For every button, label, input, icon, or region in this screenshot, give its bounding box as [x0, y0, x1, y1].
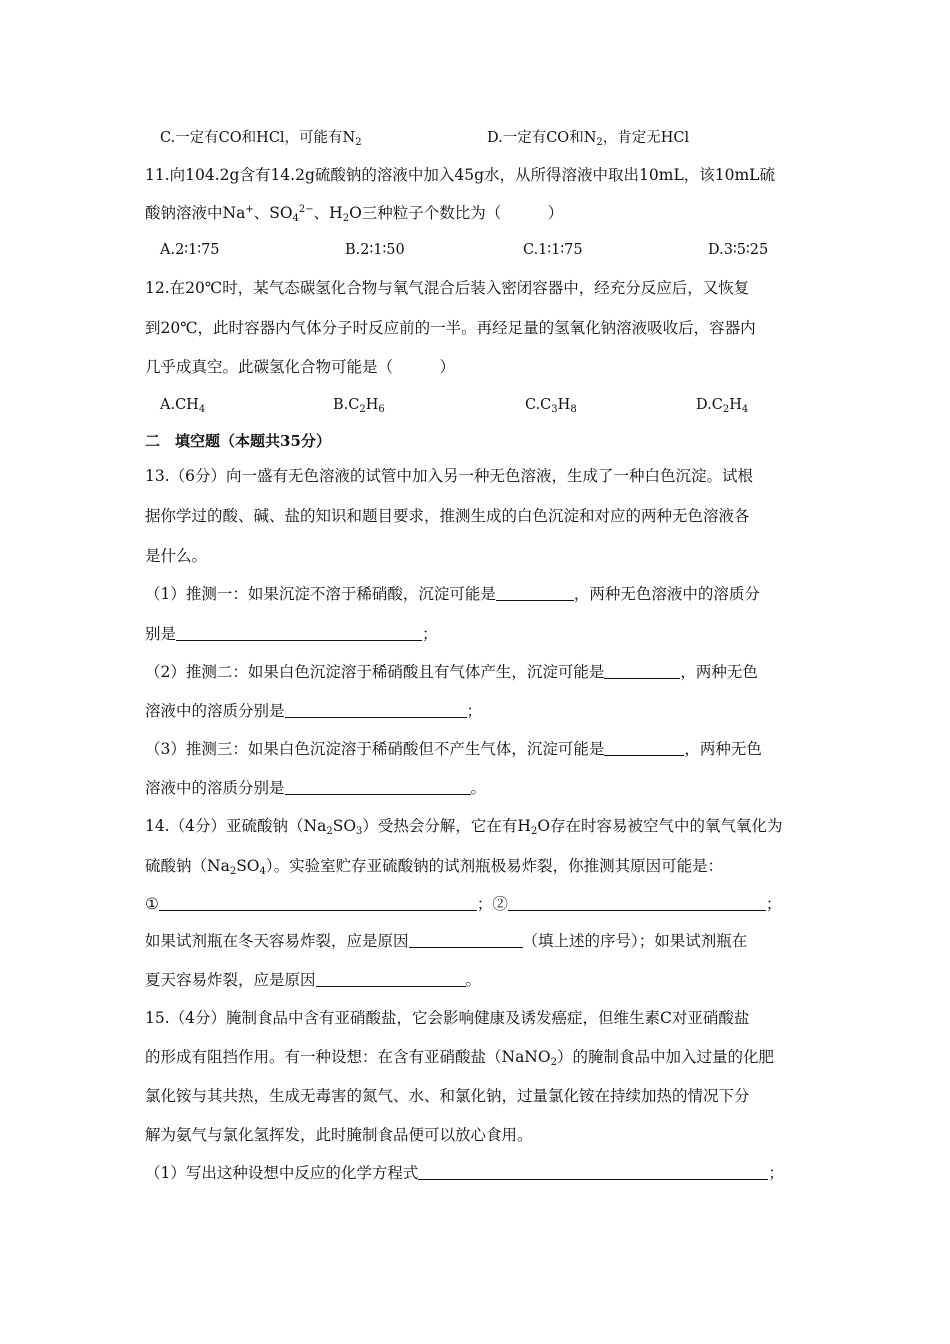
answer-blank[interactable]	[316, 971, 466, 987]
text: B.C	[333, 397, 360, 413]
text: SO	[332, 817, 357, 835]
subscript: 6	[378, 404, 385, 415]
q12-option-b	[333, 395, 385, 415]
answer-blank[interactable]	[176, 625, 422, 641]
text: 。	[465, 971, 482, 989]
q13-part-3	[145, 739, 762, 759]
text: ，两种无色	[680, 663, 758, 681]
text: 如果试剂瓶在冬天容易炸裂，应是原因	[145, 932, 409, 950]
text: O三种粒子个数比为（ ）	[349, 204, 564, 222]
q11-option-d: D.3∶5∶25	[708, 242, 769, 258]
q14-line-3	[145, 894, 781, 914]
answer-blank[interactable]	[285, 779, 471, 795]
q13-line-2: 据你学过的酸、碱、盐的知识和题目要求，推测生成的白色沉淀和对应的两种无色溶液各	[145, 507, 750, 525]
answer-blank[interactable]	[604, 740, 684, 756]
q12-option-d	[696, 395, 748, 415]
q14-line-1	[145, 816, 783, 836]
answer-blank[interactable]	[418, 1164, 768, 1180]
q10-option-d	[487, 128, 689, 148]
answer-blank[interactable]	[285, 702, 467, 718]
text: （1）推测一：如果沉淀不溶于稀硝酸，沉淀可能是	[145, 585, 496, 603]
subscript: 2	[326, 826, 333, 837]
text: 硫酸钠（Na	[145, 857, 230, 875]
text: ）受热会分解，它在有H	[362, 817, 531, 835]
text: （3）推测三：如果白色沉淀溶于稀硝酸但不产生气体，沉淀可能是	[145, 740, 605, 758]
text: ）的腌制食品中加入过量的化肥	[556, 1048, 774, 1066]
q13-line-3: 是什么。	[145, 547, 208, 565]
text: C.C	[525, 397, 552, 413]
subscript: 3	[356, 826, 363, 837]
text: 。	[470, 779, 487, 797]
text: 、H	[313, 204, 343, 222]
subscript: 4	[292, 213, 299, 224]
text: ；②	[476, 895, 508, 913]
q12-option-a	[160, 395, 205, 415]
q12-line-1: 12.在20℃时，某气态碳氢化合物与氧气混合后装入密闭容器中，经充分反应后，又恢复	[145, 279, 750, 297]
q15-line-3: 氯化铵与其共热，生成无毒害的氮气、水、和氯化钠，过量氯化铵在持续加热的情况下分	[145, 1087, 750, 1105]
q10-option-c	[160, 128, 362, 148]
text: ，两种无色	[684, 740, 762, 758]
answer-blank[interactable]	[508, 895, 766, 911]
q11-line-1: 11.向104.2g含有14.2g硫酸钠的溶液中加入45g水，从所得溶液中取出10mL，该10mL硫	[145, 166, 775, 184]
q11-line-2	[145, 203, 563, 223]
text: O存在时容易被空气中的氧气氧化为	[537, 817, 783, 835]
text: ；	[765, 895, 782, 913]
text: （1）写出这种设想中反应的化学方程式	[145, 1164, 419, 1182]
text: ；	[768, 1164, 784, 1182]
subscript: 8	[570, 404, 577, 415]
q13-part-3-cont	[145, 778, 486, 798]
subscript: 2	[359, 404, 366, 415]
text: 酸钠溶液中Na	[145, 204, 246, 222]
text: ；	[466, 702, 483, 720]
answer-blank[interactable]	[409, 932, 523, 948]
text: （2）推测二：如果白色沉淀溶于稀硝酸且有气体产生，沉淀可能是	[145, 663, 605, 681]
q13-part-1-cont	[145, 624, 438, 644]
q11-option-a: A.2∶1∶75	[160, 242, 220, 258]
text: SO	[236, 857, 260, 875]
subscript: 4	[741, 404, 749, 415]
text: 的形成有阻挡作用。有一种设想：在含有亚硝酸盐（NaNO	[145, 1048, 551, 1066]
section-heading: 二 填空题（本题共35分）	[145, 432, 331, 450]
answer-blank[interactable]	[159, 895, 477, 911]
q10-option-c-text: C.一定有CO和HCl，可能有N	[160, 130, 356, 146]
text: D.C	[696, 397, 723, 413]
text: H	[557, 397, 571, 413]
subscript: 4	[259, 866, 266, 877]
subscript: 2	[530, 826, 538, 837]
superscript: 2−	[298, 204, 314, 215]
subscript: 2	[342, 213, 350, 224]
answer-blank[interactable]	[604, 663, 680, 679]
q14-line-4	[145, 931, 747, 951]
q13-line-1: 13.（6分）向一盛有无色溶液的试管中加入另一种无色溶液，生成了一种白色沉淀。试根	[145, 467, 754, 485]
q15-line-1: 15.（4分）腌制食品中含有亚硝酸盐，它会影响健康及诱发癌症，但维生素C对亚硝酸盐	[145, 1009, 750, 1027]
answer-blank[interactable]	[496, 585, 574, 601]
q13-part-2	[145, 662, 758, 682]
subscript: 2	[596, 137, 603, 148]
subscript: 3	[551, 404, 558, 415]
subscript: 2	[355, 137, 362, 148]
q15-line-4: 解为氨气与氯化氢挥发，此时腌制食品便可以放心食用。	[145, 1126, 533, 1144]
superscript: +	[245, 204, 254, 215]
q10-option-d-text: D.一定有CO和N	[487, 130, 597, 146]
text: ；	[422, 625, 438, 643]
q12-option-c	[525, 395, 577, 415]
subscript: 2	[229, 866, 237, 877]
text: A.CH	[160, 397, 199, 413]
q14-line-2	[145, 856, 723, 876]
text: 夏天容易炸裂，应是原因	[145, 971, 316, 989]
q13-part-1	[145, 584, 760, 604]
text: 14.（4分）亚硫酸钠（Na	[145, 817, 327, 835]
q11-option-c: C.1∶1∶75	[523, 242, 583, 258]
subscript: 2	[550, 1057, 557, 1068]
text: 溶液中的溶质分别是	[145, 779, 285, 797]
text: ，两种无色溶液中的溶质分	[573, 585, 760, 603]
q10-option-d-text-end: ，肯定无HCl	[602, 130, 690, 146]
q14-line-5	[145, 970, 481, 990]
q12-line-3: 几乎成真空。此碳氢化合物可能是（ ）	[145, 358, 456, 376]
subscript: 4	[198, 404, 206, 415]
text: H	[365, 397, 379, 413]
text: 别是	[145, 625, 177, 643]
q15-line-2	[145, 1047, 774, 1067]
circled-number: ①	[145, 895, 159, 913]
q12-line-2: 到20℃，此时容器内气体分子时反应前的一半。再经足量的氢氧化钠溶液吸收后，容器内	[145, 319, 756, 337]
subscript: 2	[722, 404, 730, 415]
text: 、SO	[253, 204, 293, 222]
text: 溶液中的溶质分别是	[145, 702, 285, 720]
text: （填上述的序号）；如果试剂瓶在	[522, 932, 748, 950]
q11-option-b: B.2∶1∶50	[345, 242, 405, 258]
text: H	[729, 397, 742, 413]
text: ）。实验室贮存亚硫酸钠的试剂瓶极易炸裂，你推测其原因可能是：	[265, 857, 724, 875]
q13-part-2-cont	[145, 701, 482, 721]
q15-part-1	[145, 1163, 784, 1183]
